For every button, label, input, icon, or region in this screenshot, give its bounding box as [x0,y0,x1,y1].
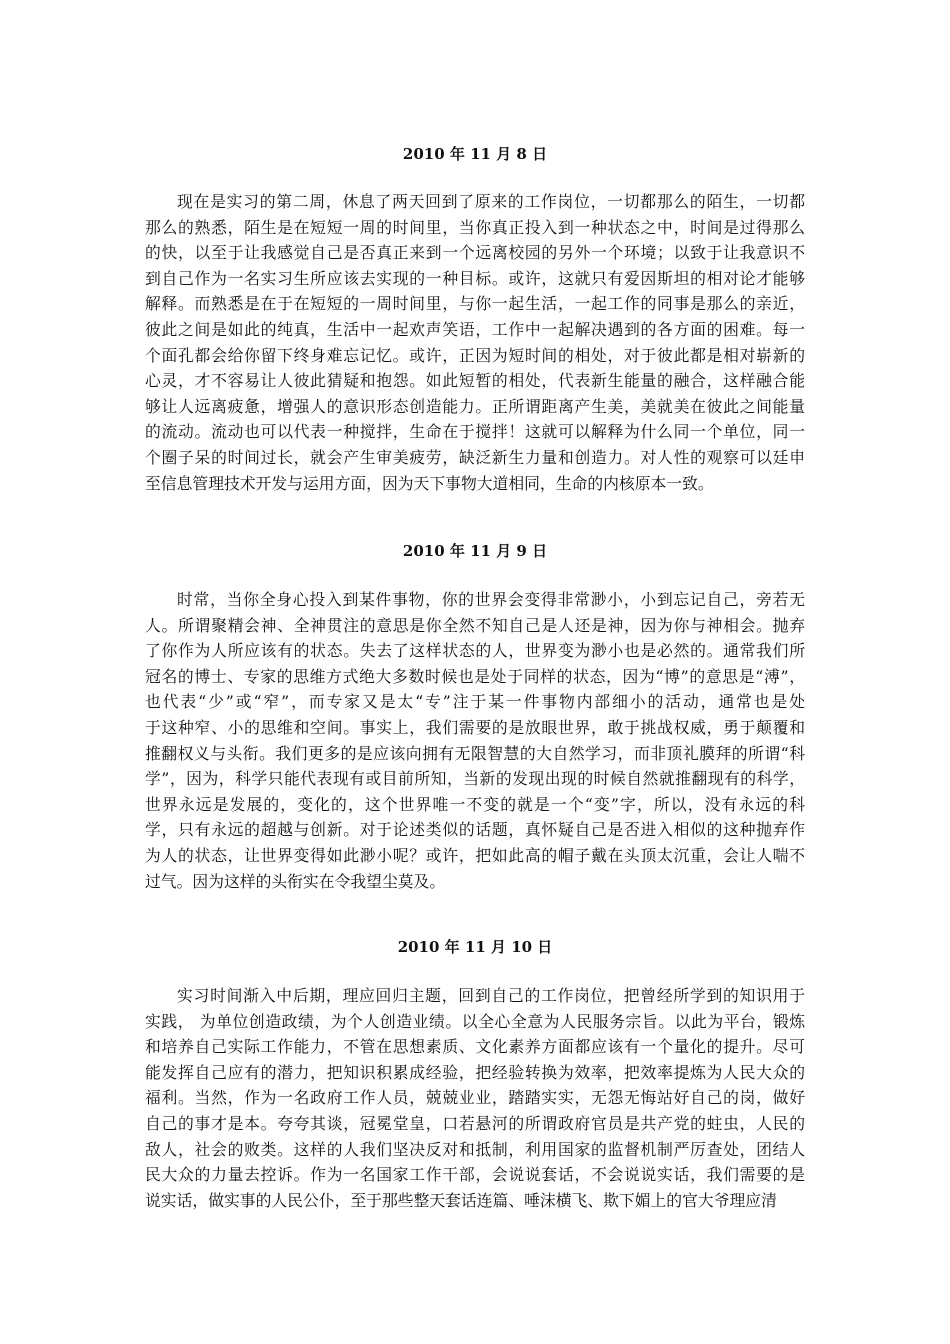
paragraph-line: 彼此之间是如此的纯真，生活中一起欢声笑语，工作中一起解决遇到的各方面的困难。每一 [145,319,805,339]
entry-date-2: 2010 年 11 月 9 日 [402,542,548,560]
paragraph-line: 过气。因为这样的头衔实在令我望尘莫及。 [145,871,446,891]
paragraph-line: 世界永远是发展的，变化的，这个世界唯一不变的就是一个“变”字，所以，没有永远的科 [145,794,805,814]
paragraph-line: 自己的事才是本。夸夸其谈，冠冕堂皇，口若悬河的所谓政府官员是共产党的蛀虫，人民的 [145,1113,805,1133]
paragraph-line: 实践， 为单位创造政绩，为个人创造业绩。以全心全意为人民服务宗旨。以此为平台，锻炼 [145,1011,805,1031]
entry-date-1: 2010 年 11 月 8 日 [402,145,548,163]
entry-body-1 [145,189,805,496]
paragraph-line: 人。所谓聚精会神、全神贯注的意思是你全然不知自己是人还是神，因为你与神相会。抛弃 [145,615,805,635]
paragraph-line: 至信息管理技术开发与运用方面，因为天下事物大道相同，生命的内核原本一致。 [145,473,714,493]
paragraph-line: 学”，因为，科学只能代表现有或目前所知，当新的发现出现的时候自然就推翻现有的科学， [145,769,805,789]
paragraph-line: 福利。当然，作为一名政府工作人员，兢兢业业，踏踏实实，无怨无悔站好自己的岗，做好 [145,1088,805,1108]
paragraph-line: 民大众的力量去控诉。作为一名国家工作干部，会说说套话，不会说说实话，我们需要的是 [145,1165,805,1185]
entry-body-3 [145,983,805,1213]
paragraph-line: 到自己作为一名实习生所应该去实现的一种目标。或许，这就只有爱因斯坦的相对论才能够 [145,268,805,288]
paragraph-line: 实习时间渐入中后期，理应回归主题，回到自己的工作岗位，把曾经所学到的知识用于 [177,986,805,1005]
paragraph-line: 为人的状态，让世界变得如此渺小呢？或许，把如此高的帽子戴在头顶太沉重，会让人喘不 [145,845,805,865]
paragraph-line: 冠名的博士、专家的思维方式绝大多数时候也是处于同样的状态，因为“博”的意思是“溥”， [145,666,805,686]
paragraph-line: 能发挥自己应有的潜力，把知识积累成经验，把经验转换为效率，把效率提炼为人民大众的 [145,1062,805,1082]
paragraph-line: 解释。而熟悉是在于在短短的一周时间里，与你一起生活，一起工作的同事是那么的亲近， [145,294,805,314]
paragraph-line: 也代表“少”或“窄”，而专家又是太“专”注于某一件事物内部细小的活动，通常也是处 [145,692,805,712]
paragraph-line: 了你作为人所应该有的状态。失去了这样状态的人，世界变为渺小也是必然的。通常我们所 [145,641,805,661]
paragraph-line: 现在是实习的第二周，休息了两天回到了原来的工作岗位，一切都那么的陌生，一切都 [177,192,805,211]
paragraph-line: 说实话，做实事的人民公仆，至于那些整天套话连篇、唾沫横飞、欺下媚上的官大爷理应清 [145,1190,777,1210]
paragraph-line: 的快，以至于让我感觉自己是否真正来到一个远离校园的另外一个环境；以致于让我意识不 [145,243,805,263]
entry-body-2 [145,587,805,894]
paragraph-line: 学，只有永远的超越与创新。对于论述类似的话题，真怀疑自己是否进入相似的这种抛弃作 [145,820,805,840]
paragraph-line: 那么的熟悉，陌生是在短短一周的时间里，当你真正投入到一种状态之中，时间是过得那么 [145,217,805,237]
paragraph-line: 够让人远离疲惫，增强人的意识形态创造能力。正所谓距离产生美，美就美在彼此之间能量 [145,396,805,416]
paragraph-line: 于这种窄、小的思维和空间。事实上，我们需要的是放眼世界，敢于挑战权威，勇于颠覆和 [145,717,805,737]
paragraph-line: 和培养自己实际工作能力，不管在思想素质、文化素养方面都应该有一个量化的提升。尽可 [145,1037,805,1057]
paragraph-line: 心灵，才不容易让人彼此猜疑和抱怨。如此短暂的相处，代表新生能量的融合，这样融合能 [145,371,805,391]
paragraph-line: 的流动。流动也可以代表一种搅拌，生命在于搅拌！这就可以解释为什么同一个单位，同一 [145,422,805,442]
paragraph-line: 敌人，社会的败类。这样的人我们坚决反对和抵制，利用国家的监督机制严厉查处，团结人 [145,1139,805,1159]
paragraph-line: 个面孔都会给你留下终身难忘记忆。或许，正因为短时间的相处，对于彼此都是相对崭新的 [145,345,805,365]
paragraph-line: 时常，当你全身心投入到某件事物，你的世界会变得非常渺小，小到忘记自己，旁若无 [177,590,805,609]
entry-date-3: 2010 年 11 月 10 日 [397,938,553,956]
paragraph-line: 个圈子呆的时间过长，就会产生审美疲劳，缺泛新生力量和创造力。对人性的观察可以廷申 [145,447,805,467]
paragraph-line: 推翻权义与头衔。我们更多的是应该向拥有无限智慧的大自然学习，而非顶礼膜拜的所谓“科 [145,743,805,763]
